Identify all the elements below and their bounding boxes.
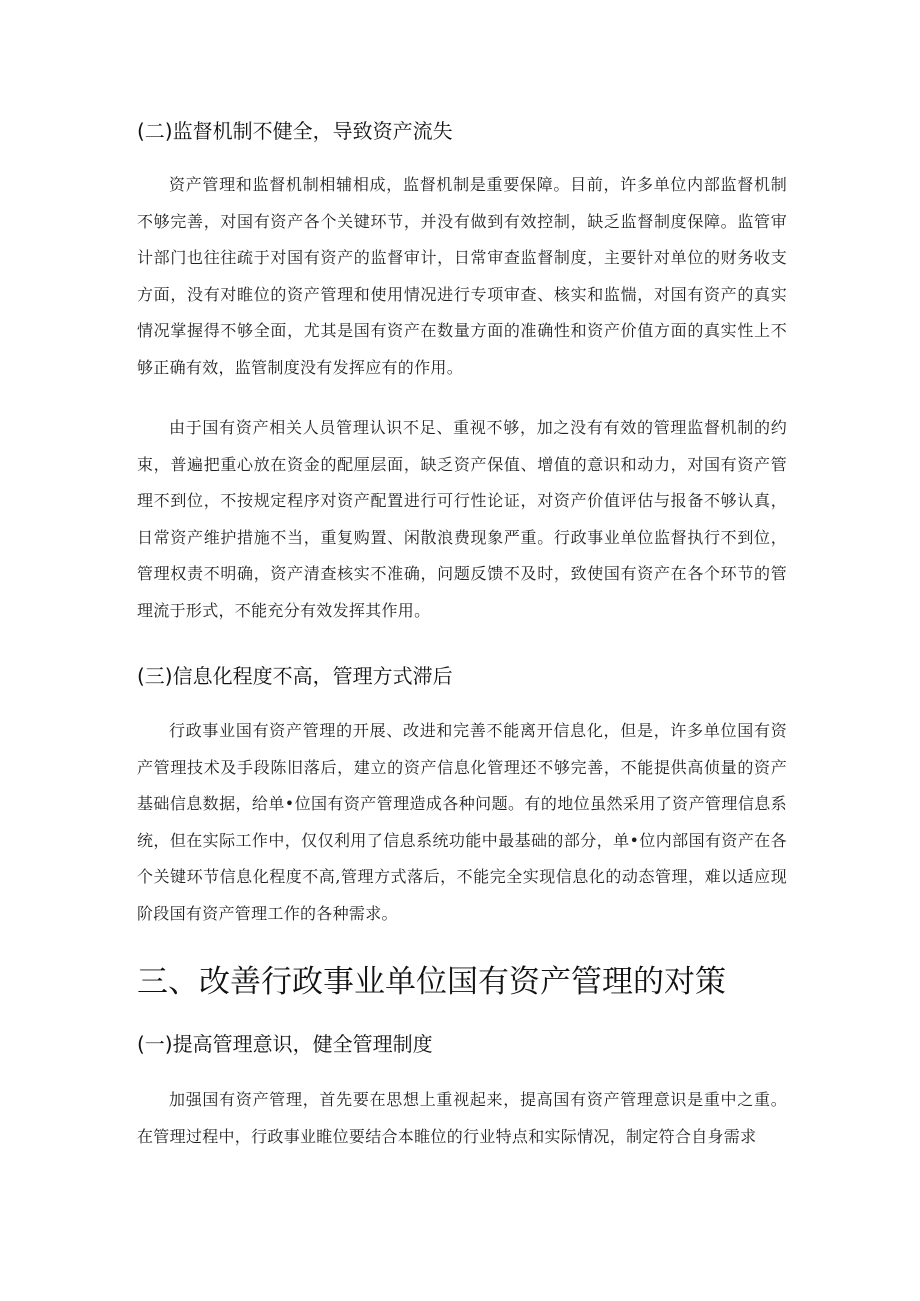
paragraph-management-awareness: 加强国有资产管理，首先要在思想上重视起来，提高国有资产管理意识是重中之重。在管理过程中，行政事业睢位要结合本睢位的行业特点和实际情况，制定符合自身需求 (137, 1090, 787, 1146)
chapter-title: 三、改善行政事业单位国有资产管理的对策 (137, 964, 726, 1000)
paragraph-supervision-1: 资产管理和监督机制相辅相成，监督机制是重要保障。目前，许多单位内部监督机制不够完善，对国有资产各个关键环节，并没有做到有效控制，缺乏监督制度保障。监管审计部门也往往疏于对国有资产的监督审计，日常审查监督制度，主要针对单位的财务收支方面，没有对睢位的资产管理和使用情况进行专项审查、核实和监惴，对国有资产的真实情况掌握得不够全面，尤其是国有资产在数量方面的准确性和资产价值方面的真实性上不够正确有效，监管制度没有发挥应有的作用。 (137, 175, 787, 377)
paragraph-supervision-2: 由于国有资产相关人员管理认识不足、重视不够，加之没有有效的管理监督机制的约束，普遍把重心放在资金的配厘层面，缺乏资产保值、增值的意识和动力，对国有资产管理不到位，不按规定程序对资产配置进行可行性论证，对资产价值评估与报备不够认真，日常资产维护措施不当，重复购置、闲散浪费现象严重。行政事业单位监督执行不到位，管理权责不明确，资产清查核实不准确，问题反馈不及时，致使国有资产在各个环节的管理流于形式，不能充分有效发挥其作用。 (137, 418, 787, 620)
section-heading-2: (二)监督机制不健全，导致资产流失 (137, 119, 453, 143)
subsection-heading-1: (一)提高管理意识，健全管理制度 (137, 1032, 433, 1056)
section-heading-3: (三)信息化程度不高，管理方式滞后 (137, 664, 453, 688)
paragraph-informatization: 行政事业国有资产管理的开展、改进和完善不能离开信息化，但是，许多单位国有资产管理技术及手段陈旧落后，建立的资产信息化管理还不够完善，不能提供高侦量的资产基础信息数据，给单•位国有资产管理造成各种问题。有的地位虽然采用了资产管理信息系统，但在实际工作中，仅仅利用了信息系统功能中最基础的部分，单•位内部国有资产在各个关键环节信息化程度不高,管理方式落后，不能完全实现信息化的动态管理，难以适应现阶段国有资产管理工作的各种需求。 (137, 721, 787, 923)
